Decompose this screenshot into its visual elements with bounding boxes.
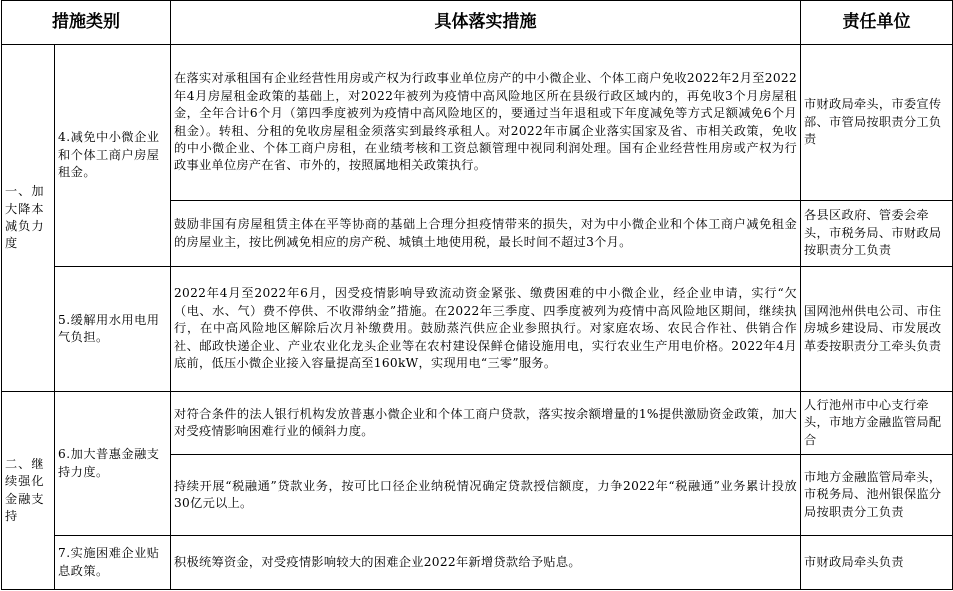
table-row <box>2 45 953 201</box>
sub-measure-cell: 7.实施困难企业贴息政策。 <box>55 536 171 590</box>
header-unit: 责任单位 <box>801 1 953 45</box>
measure-cell: 在落实对承租国有企业经营性用房或产权为行政事业单位房产的中小微企业、个体工商户免收2022年2月至2022年4月房屋租金政策的基础上，对2022年被列为疫情中高风险地区所在县级行政区域内的，再免收3个月房屋租金，全年合计6个月（第四季度被列为疫情中高风险地区的，要通过当年退租或下年度减免等方式足额减免6个月租金）。转租、分租的免收房屋租金须落实到最终承租人。对2022年市属企业落实国家及省、市相关政策，免收的中小微企业、个体工商户房租，在业绩考核和工资总额管理中视同利润处理。国有企业经营性用房或产权为行政事业单位房产在省、市外的，按照属地相关政策执行。 <box>171 45 801 201</box>
measure-cell: 持续开展“税融通”贷款业务，按可比口径企业纳税情况确定贷款授信额度，力争2022年“税融通”业务累计投放30亿元以上。 <box>171 455 801 536</box>
unit-cell: 国网池州供电公司、市住房城乡建设局、市发展改革委按职责分工牵头负责 <box>801 267 953 392</box>
unit-cell: 各县区政府、管委会牵头，市税务局、市财政局按职责分工负责 <box>801 201 953 267</box>
table-row <box>2 267 953 392</box>
header-category: 措施类别 <box>2 1 171 45</box>
measure-cell: 积极统筹资金，对受疫情影响较大的困难企业2022年新增贷款给予贴息。 <box>171 536 801 590</box>
header-row <box>2 1 953 45</box>
sub-measure-cell: 6.加大普惠金融支持力度。 <box>55 392 171 536</box>
measure-cell: 对符合条件的法人银行机构发放普惠小微企业和个体工商户贷款，落实按余额增量的1%提供激励资金政策，加大对受疫情影响困难行业的倾斜力度。 <box>171 392 801 455</box>
measure-cell: 鼓励非国有房屋租赁主体在平等协商的基础上合理分担疫情带来的损失，对为中小微企业和个体工商户减免租金的房屋业主，按比例减免相应的房产税、城镇土地使用税，最长时间不超过3个月。 <box>171 201 801 267</box>
policy-table <box>1 0 953 590</box>
unit-cell: 人行池州市中心支行牵头，市地方金融监管局配合 <box>801 392 953 455</box>
header-measure: 具体落实措施 <box>171 1 801 45</box>
unit-cell: 市财政局牵头，市委宣传部、市管局按职责分工负责 <box>801 45 953 201</box>
sub-measure-cell: 5.缓解用水用电用气负担。 <box>55 267 171 392</box>
category-cell: 二、继续强化金融支持 <box>2 392 55 590</box>
unit-cell: 市地方金融监管局牵头，市税务局、池州银保监分局按职责分工负责 <box>801 455 953 536</box>
sub-measure-cell: 4.减免中小微企业和个体工商户房屋租金。 <box>55 45 171 267</box>
table-row <box>2 536 953 590</box>
table-row <box>2 392 953 455</box>
category-cell: 一、加大降本减负力度 <box>2 45 55 392</box>
measure-cell: 2022年4月至2022年6月，因受疫情影响导致流动资金紧张、缴费困难的中小微企业，经企业申请，实行“欠（电、水、气）费不停供、不收滞纳金”措施。在2022年三季度、四季度被列为疫情中高风险地区期间，继续执行，在中高风险地区解除后次月补缴费用。鼓励蒸汽供应企业参照执行。对家庭农场、农民合作社、供销合作社、邮政快递企业、产业农业化龙头企业等在农村建设保鲜仓储设施用电，实行农业生产用电价格。2022年4月底前，低压小微企业接入容量提高至160kW，实现用电“三零”服务。 <box>171 267 801 392</box>
unit-cell: 市财政局牵头负责 <box>801 536 953 590</box>
